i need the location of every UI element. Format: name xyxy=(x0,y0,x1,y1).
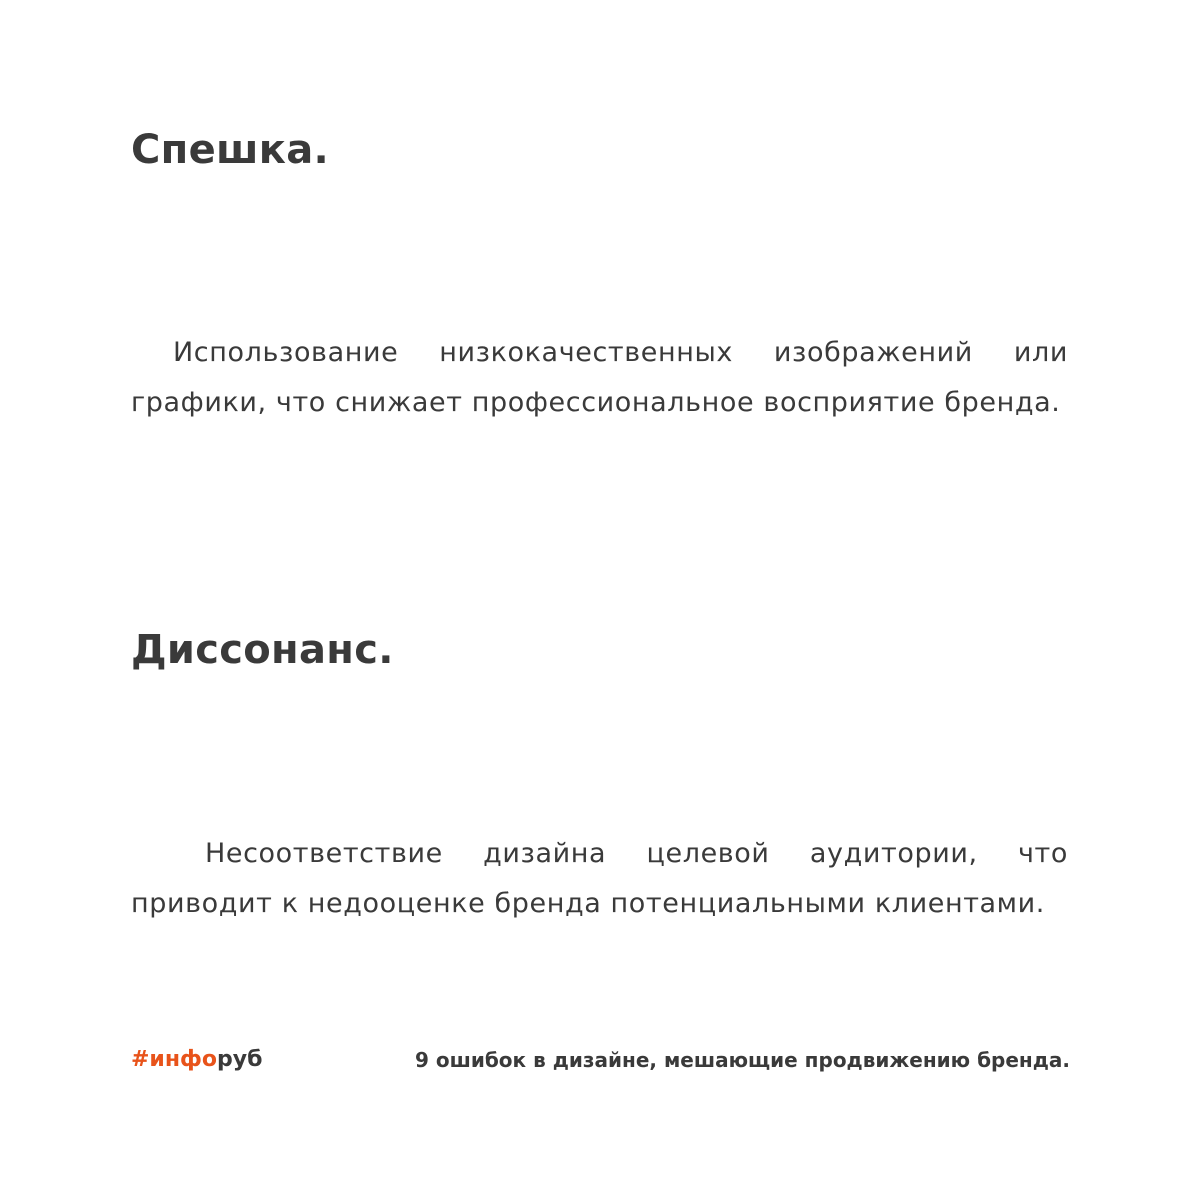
section-heading-dissonance: Диссонанс. xyxy=(131,627,394,673)
hashtag-inforub xyxy=(131,1044,262,1076)
section-body-haste: Использование низкокачественных изображений или графики, что снижает профессиональное восприятие бренда. xyxy=(131,337,1068,418)
section-body-dissonance: Несоответствие дизайна целевой аудитории, что приводит к недооценке бренда потенциальными клиентами. xyxy=(131,838,1068,919)
hashtag-rest-part: руб xyxy=(217,1047,263,1072)
series-title: 9 ошибок в дизайне, мешающие продвижению бренда. xyxy=(414,1048,1070,1072)
section-heading-haste: Спешка. xyxy=(131,127,330,173)
hashtag-accent-part: #инфо xyxy=(131,1047,217,1072)
